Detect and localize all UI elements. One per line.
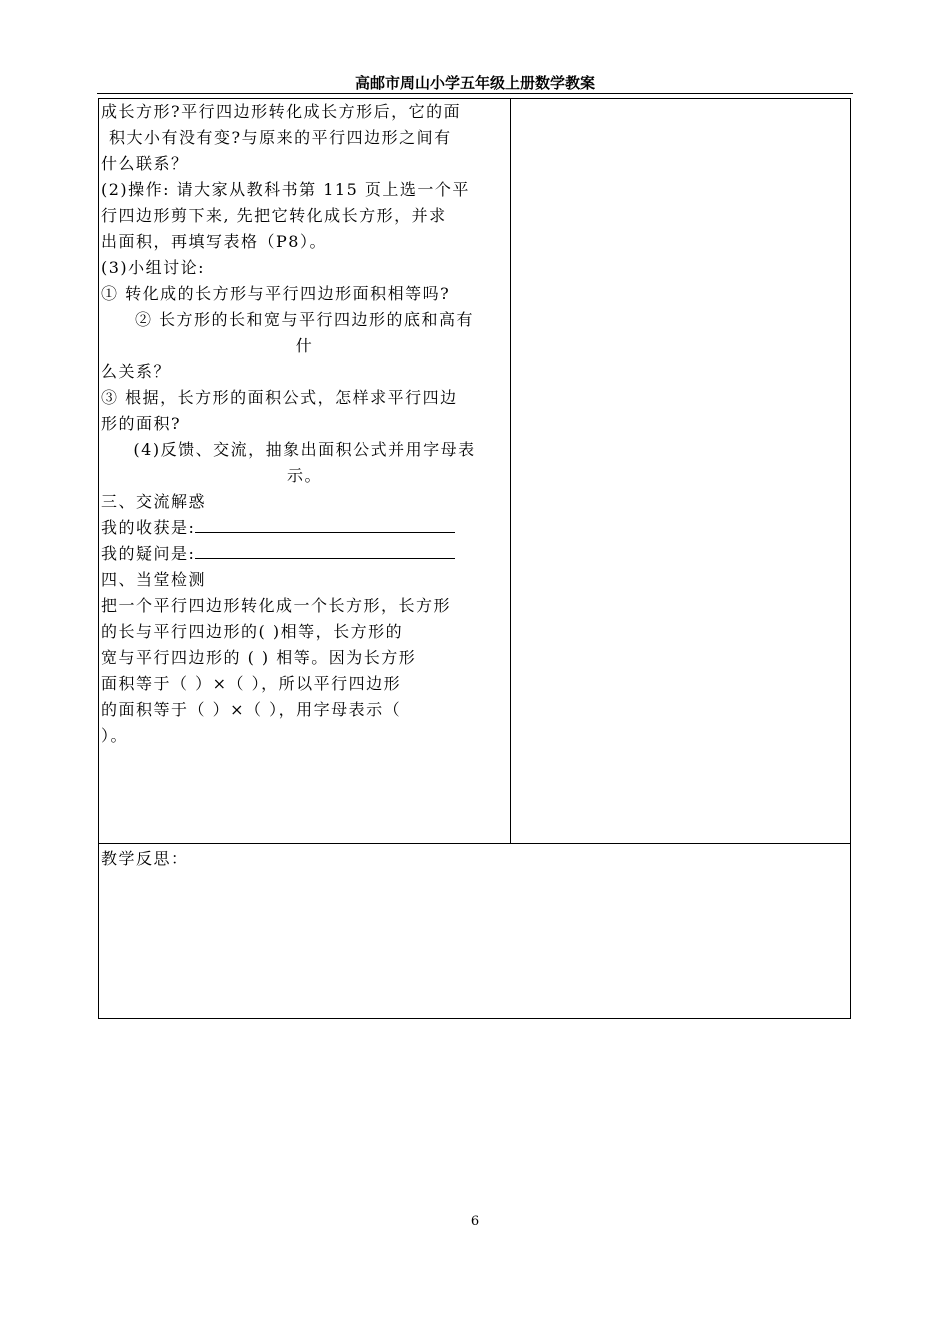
page-number: 6 <box>470 1214 480 1229</box>
questions-line <box>101 541 508 567</box>
lesson-line: 把一个平行四边形转化成一个长方形，长方形 <box>101 596 452 615</box>
lesson-line: 形的面积? <box>101 414 182 433</box>
page-header-title: 高邮市周山小学五年级上册数学教案 <box>354 74 595 92</box>
lesson-line: ③ 根据，长方形的面积公式，怎样求平行四边 <box>101 388 458 407</box>
questions-label: 我的疑问是: <box>101 544 196 563</box>
lesson-line: 什 <box>295 336 314 355</box>
section-heading: 四、当堂检测 <box>101 570 207 589</box>
lesson-line: 的长与平行四边形的( )相等，长方形的 <box>101 622 404 641</box>
lesson-line: 什么联系？ <box>101 154 189 173</box>
lesson-line: (3)小组讨论: <box>101 258 206 277</box>
lesson-line: 成长方形?平行四边形转化成长方形后，它的面 <box>101 102 462 121</box>
lesson-line: 么关系？ <box>101 362 172 381</box>
lesson-content-cell <box>101 99 508 749</box>
gains-line <box>101 515 508 541</box>
lesson-line: 出面积，再填写表格（P8）。 <box>101 232 327 251</box>
lesson-line: (4)反馈、交流，抽象出面积公式并用字母表 <box>133 440 476 459</box>
lesson-line: ② 长方形的长和宽与平行四边形的底和高有 <box>134 310 475 329</box>
questions-blank <box>195 544 455 559</box>
header-rule <box>97 93 853 94</box>
lesson-line: ① 转化成的长方形与平行四边形面积相等吗? <box>101 284 451 303</box>
lesson-line: 行四边形剪下来, 先把它转化成长方形，并求 <box>101 206 447 225</box>
lesson-line: 宽与平行四边形的 ( ) 相等。因为长方形 <box>101 648 417 667</box>
section-heading: 三、交流解惑 <box>101 492 207 511</box>
row-divider <box>98 843 851 844</box>
lesson-line: 面积等于（ ）×（ ），所以平行四边形 <box>101 674 402 693</box>
lesson-line: 示。 <box>286 466 322 485</box>
lesson-line: (2)操作: 请大家从教科书第 115 页上选一个平 <box>101 180 470 199</box>
lesson-line: ）。 <box>101 726 129 745</box>
teaching-reflection-label: 教学反思： <box>101 849 189 868</box>
lesson-line: 的面积等于（ ）×（ ），用字母表示（ <box>101 700 402 719</box>
gains-label: 我的收获是: <box>101 518 196 537</box>
column-divider <box>510 98 511 843</box>
gains-blank <box>195 518 455 533</box>
lesson-line: 积大小有没有变?与原来的平行四边形之间有 <box>109 128 452 147</box>
